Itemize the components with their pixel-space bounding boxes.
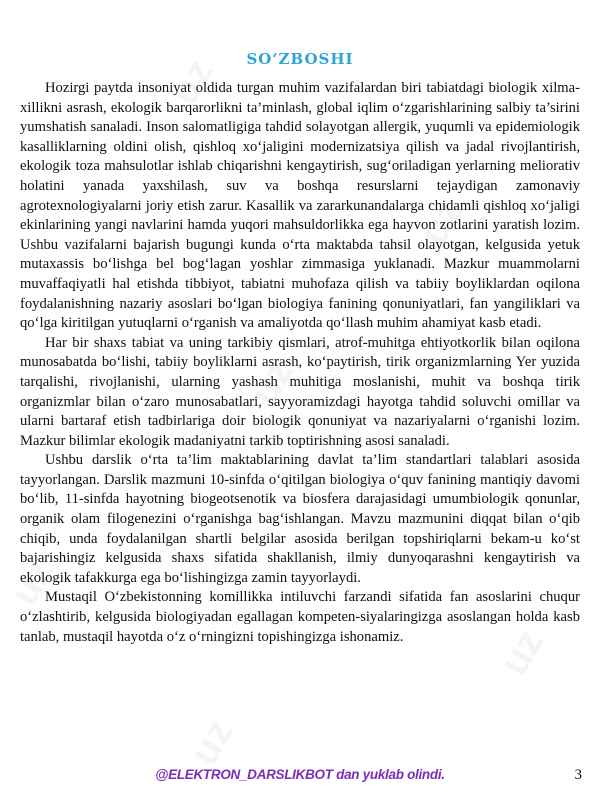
watermark: uz bbox=[161, 52, 222, 113]
body-text bbox=[20, 79, 580, 647]
paragraph: Hozirgi paytda insoniyat oldida turgan muhim vazifalardan biri tabiatdagi biologik xilma-xillikni asrash, ekologik barqarorlikni ta’minlash, global iqlim o‘zgarishlarining salbiy ta’sirini yumshatish sanaladi. Inson salomatligiga tahdid solayotgan allergik, yuqumli va epidemiologik kasalliklarning oldini olish, qishloq xo‘jaligini modernizatsiya qilish va jadal rivojlantirish, ekologik toza mahsulotlar ishlab chiqarishni kengaytirish, sug‘oriladigan yerlarning meliorativ holatini yanada yaxshilash, suv va boshqa resurslarni tejaydigan zamonaviy agrotexnologiyalarni joriy etish zarur. Kasallik va zararkunandalarga chidamli qishloq xo‘jaligi ekinlarining yangi navlarini hamda yuqori mahsuldorlikka ega hayvon zotlarini yaratish lozim. Ushbu vazifalarni bajarish bugungi kunda o‘rta maktabda tahsil olayotgan, kelgusida yetuk mutaxassis bo‘lishga bel bog‘lagan yoshlar zimmasiga yuklanadi. Mazkur muammolarni muvaffaqiyatli hal etishda tibbiyot, tabiatni muhofaza qilish va tabiiy boyliklardan oqilona foydalanishning nazariy asoslari bo‘lgan biologiya fanining qonuniyatlari, fan yangiliklari va qo‘lga kiritilgan yutuqlarni o‘rganish va amaliyotda qo‘llash muhim ahamiyat kasb etadi. bbox=[20, 80, 580, 332]
paragraph: Mustaqil O‘zbekistonning komillikka intiluvchi farzandi sifatida fan asoslarini chuqur o‘zlashtirib, kelgusida biologiyadan egallagan kompeten-siyalaringizga asoslangan holda kasb tanlab, mustaqil hayotda o‘z o‘rningizni topishingizga ishonamiz. bbox=[20, 589, 580, 645]
footer-download-note: @ELEKTRON_DARSLIKBOT dan yuklab olindi. bbox=[155, 767, 445, 782]
page-number: 3 bbox=[574, 767, 582, 783]
paragraph: Har bir shaxs tabiat va uning tarkibiy qismlari, atrof-muhitga ehtiyotkorlik bilan oqilona munosabatda bo‘lishi, tabiiy boyliklarni asrash, ko‘paytirish, tirik organizmlarning Yer yuzida tarqalishi, rivojlanishi, ularning yashash muhitiga moslanishi, muhit va boshqa tirik organizmlar bilan o‘zaro munosabatlari, sayyoramizdagi hayotga tahdid soluvchi omillar va ularni bartaraf etish tadbirlariga doir biologik qonuniyat va nazariyalarni o‘rganishi lozim. Mazkur bilimlar ekologik madaniyatni tarkib toptirishning asosi sanaladi. bbox=[20, 334, 580, 449]
watermark: uz bbox=[491, 622, 552, 683]
page-title: SO‘ZBOSHI bbox=[246, 50, 354, 68]
watermark: uz bbox=[181, 712, 242, 773]
watermark: uz bbox=[241, 352, 302, 413]
watermark: uz bbox=[1, 552, 62, 613]
watermark: uz bbox=[411, 192, 472, 253]
paragraph: Ushbu darslik o‘rta ta’lim maktablarining davlat ta’lim standartlari talablari asosida tayyorlangan. Darslik mazmuni 10-sinfda o‘qitilgan biologiya o‘quv fanining mantiqiy davomi bo‘lib, 11-sinfda hayotning biogeotsenotik va biosfera darajasidagi umumbiologik qonunlar, organik olam filogenezini o‘rganishga bag‘ishlangan. Mavzu mazmunini diqqat bilan o‘qib chiqib, unda foydalanilgan shartli belgilar asosida berilgan topshiriqlarni bekam-u ko‘st bajarishingiz kelgusida shaxs sifatida shakllanish, ilmiy dunyoqarashni kengaytirish va ekologik tafakkurga ega bo‘lishingizga zamin tayyorlaydi. bbox=[20, 452, 580, 586]
